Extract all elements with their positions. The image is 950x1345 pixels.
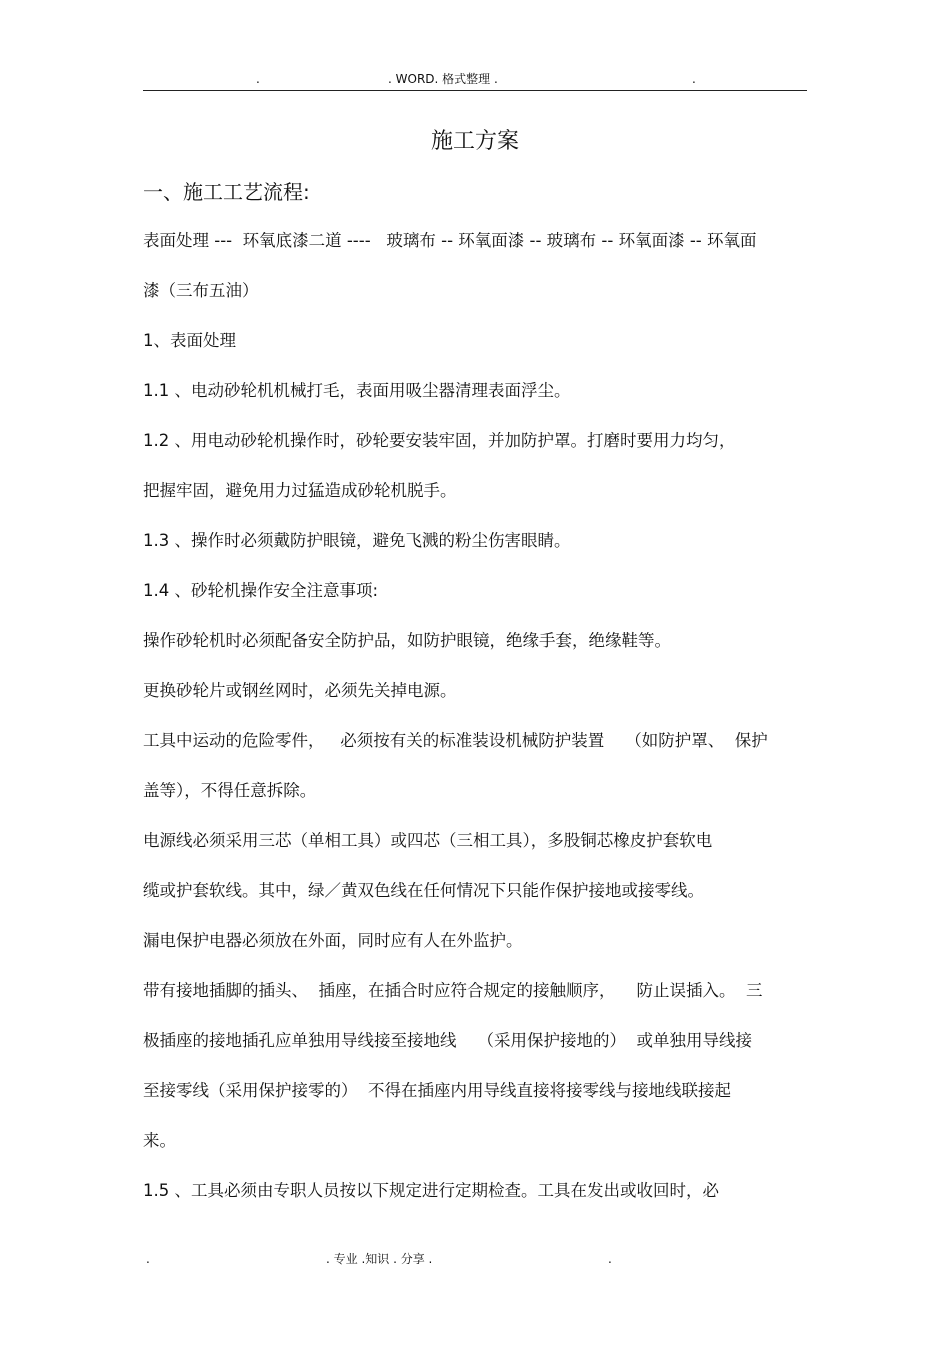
header-right-mark: . <box>692 72 696 86</box>
body-line: 盖等），不得任意拆除。 <box>143 781 317 800</box>
body-line: 漆（三布五油） <box>143 281 259 300</box>
body-line: 操作砂轮机时必须配备安全防护品，如防护眼镜，绝缘手套，绝缘鞋等。 <box>143 631 671 650</box>
body-line: 1.1 、电动砂轮机机械打毛，表面用吸尘器清理表面浮尘。 <box>143 381 571 400</box>
section-heading: 一、施工工艺流程: <box>143 180 310 204</box>
header-text: . WORD. 格式整理 . <box>388 72 498 86</box>
header-rule <box>143 90 807 91</box>
body-line: 把握牢固，避免用力过猛造成砂轮机脱手。 <box>143 481 457 500</box>
footer-text: . 专业 .知识 . 分享 . <box>326 1252 433 1266</box>
body-line: 电源线必须采用三芯（单相工具）或四芯（三相工具），多股铜芯橡皮护套软电 <box>143 831 713 850</box>
body-line: 1.4 、砂轮机操作安全注意事项: <box>143 581 379 600</box>
body-line: 工具中运动的危险零件， 必须按有关的标准装设机械防护装置 （如防护罩、 保护 <box>143 731 768 750</box>
body-line: 1.3 、操作时必须戴防护眼镜，避免飞溅的粉尘伤害眼睛。 <box>143 531 571 550</box>
header-left-mark: . <box>256 72 260 86</box>
body-line: 至接零线（采用保护接零的） 不得在插座内用导线直接将接零线与接地线联接起 <box>143 1081 731 1100</box>
body-line: 漏电保护电器必须放在外面，同时应有人在外监护。 <box>143 931 523 950</box>
body-line: 1.5 、工具必须由专职人员按以下规定进行定期检查。工具在发出或收回时，必 <box>143 1181 719 1200</box>
body-line: 来。 <box>143 1131 176 1150</box>
footer-right-mark: . <box>608 1252 612 1266</box>
body-line: 带有接地插脚的插头、 插座，在插合时应符合规定的接触顺序， 防止误插入。 三 <box>143 981 763 1000</box>
body-line: 1.2 、用电动砂轮机操作时，砂轮要安装牢固，并加防护罩。打磨时要用力均匀， <box>143 431 736 450</box>
body-line: 极插座的接地插孔应单独用导线接至接地线 （采用保护接地的） 或单独用导线接 <box>143 1031 752 1050</box>
footer-left-mark: . <box>146 1252 150 1266</box>
body-line: 表面处理 --- 环氧底漆二道 ---- 玻璃布 -- 环氧面漆 -- 玻璃布 -- 环氧面漆 -- 环氧面 <box>143 231 757 250</box>
body-line: 1、表面处理 <box>143 331 236 350</box>
body-line: 更换砂轮片或钢丝网时，必须先关掉电源。 <box>143 681 457 700</box>
body-line: 缆或护套软线。其中，绿／黄双色线在任何情况下只能作保护接地或接零线。 <box>143 881 704 900</box>
document-title: 施工方案 <box>430 129 519 154</box>
